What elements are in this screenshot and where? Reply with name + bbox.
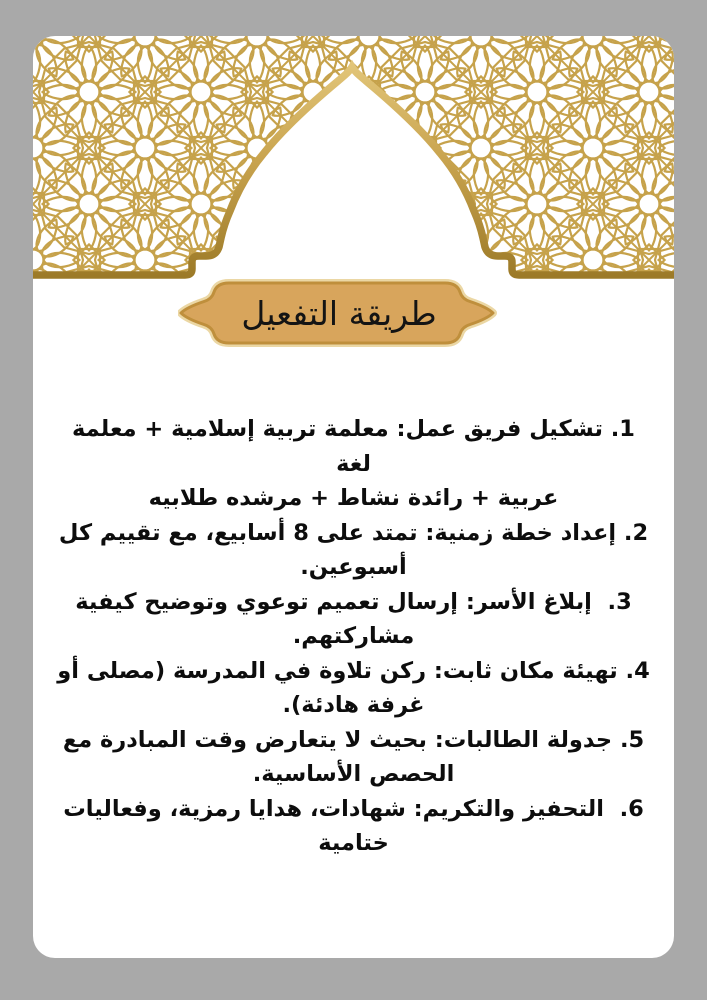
list-item: 4. تهيئة مكان ثابت: ركن تلاوة في المدرسة (مصلى أو غرفة هادئة). — [57, 657, 650, 718]
header-ornament — [33, 36, 674, 282]
list-item: 5. جدولة الطالبات: بحيث لا يتعارض وقت المبادرة مع الحصص الأساسية. — [62, 726, 645, 787]
banner-title-text: طريقة التفعيل — [241, 294, 437, 333]
activation-steps-list — [57, 412, 650, 861]
title-banner — [178, 274, 500, 352]
title-banner-ornament — [178, 274, 500, 352]
list-item: 2. إعداد خطة زمنية: تمتد على 8 أسابيع، مع تقييم كل أسبوعين. — [58, 519, 649, 580]
list-item: 1. تشكيل فريق عمل: معلمة تربية إسلامية + معلمة لغة عربية + رائدة نشاط + مرشده طلابيه — [72, 416, 635, 511]
list-item: 3. إبلاغ الأسر: إرسال تعميم توعوي وتوضيح كيفية مشاركتهم. — [75, 588, 632, 649]
list-item: 6. التحفيز والتكريم: شهادات، هدايا رمزية، وفعاليات ختامية — [63, 795, 644, 856]
card — [33, 36, 674, 958]
